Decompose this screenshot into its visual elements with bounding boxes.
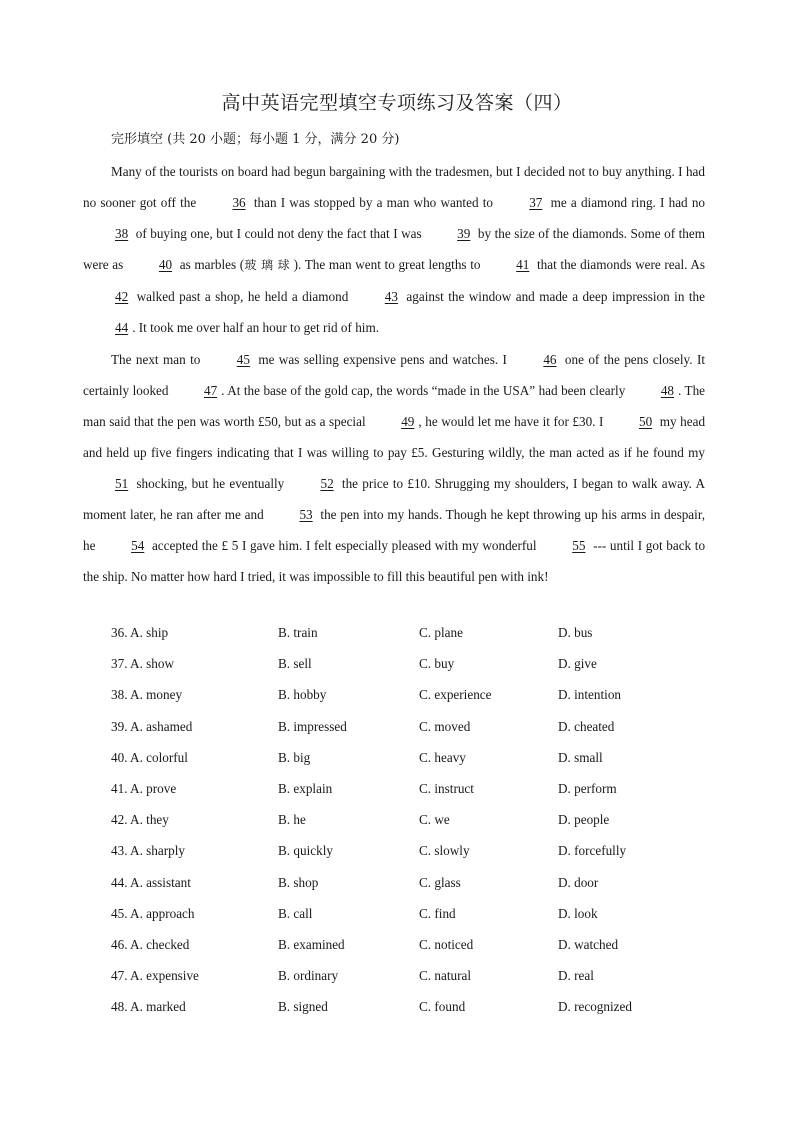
option-c: C. heavy <box>419 749 466 765</box>
option-a: 39. A. ashamed <box>111 718 193 734</box>
option-b: B. ordinary <box>278 968 339 984</box>
passage-text: one of the pens closely. It certainly looked <box>83 351 706 398</box>
blank-42: 42 <box>115 289 129 305</box>
option-b: B. big <box>278 749 311 765</box>
option-c: C. instruct <box>419 780 474 796</box>
option-c: C. buy <box>419 656 455 672</box>
option-row <box>111 648 711 679</box>
option-b: B. he <box>278 812 306 828</box>
option-b: B. explain <box>278 780 333 796</box>
option-b: B. signed <box>278 999 328 1015</box>
option-d: D. real <box>558 968 594 984</box>
option-a: 40. A. colorful <box>111 749 188 765</box>
passage-text: accepted the £ 5 I gave him. I felt especially pleased with my wonderful <box>151 538 537 554</box>
passage-text: my head and held up five fingers indicating that I was willing to pay £5. Gesturing wildly, the man acted as if he found my <box>83 413 706 460</box>
option-d: D. intention <box>558 687 622 703</box>
option-b: B. examined <box>278 936 345 952</box>
chinese-gloss: 玻 璃 球 <box>244 258 290 273</box>
passage-text: walked past a shop, he held a diamond <box>136 289 349 305</box>
option-b: B. shop <box>278 874 319 890</box>
option-c: C. moved <box>419 718 471 734</box>
option-a: 37. A. show <box>111 656 175 672</box>
option-c: C. find <box>419 905 456 921</box>
blank-36: 36 <box>232 195 246 211</box>
option-c: C. slowly <box>419 843 470 859</box>
option-c: C. plane <box>419 625 463 640</box>
passage-text: as marbles ( <box>179 257 245 273</box>
blank-37: 37 <box>529 195 543 211</box>
option-c: C. glass <box>419 874 461 890</box>
option-row <box>111 929 711 960</box>
option-row <box>111 617 711 648</box>
option-a: 45. A. approach <box>111 905 195 921</box>
option-row <box>111 867 711 898</box>
blank-45: 45 <box>236 351 250 367</box>
option-d: D. give <box>558 656 597 672</box>
passage-text: . It took me over half an hour to get rid of him. <box>132 320 380 336</box>
option-d: D. look <box>558 905 598 921</box>
option-a: 41. A. prove <box>111 780 177 796</box>
option-a: 36. A. ship <box>111 625 169 640</box>
blank-48: 48 <box>660 382 674 398</box>
passage-text: of buying one, but I could not deny the fact that I was <box>135 226 422 242</box>
option-c: C. we <box>419 812 450 828</box>
passage-text: shocking, but he eventually <box>136 475 285 491</box>
option-b: B. hobby <box>278 687 327 703</box>
option-d: D. cheated <box>558 718 615 734</box>
blank-55: 55 <box>572 538 586 554</box>
option-b: B. call <box>278 905 313 921</box>
passage-text: than I was stopped by a man who wanted to <box>253 195 493 211</box>
option-a: 42. A. they <box>111 812 169 828</box>
passage-text: that the diamonds were real. As <box>536 257 706 273</box>
passage-text: the price to £10. Shrugging my shoulders, I began to walk away. A moment later, he ran after me and <box>83 475 706 523</box>
passage-paragraph-2 <box>83 344 705 593</box>
option-d: D. bus <box>558 625 593 640</box>
blank-50: 50 <box>639 413 653 429</box>
option-row <box>111 804 711 835</box>
option-c: C. noticed <box>419 936 474 952</box>
passage-text: The next man to <box>111 351 201 367</box>
option-b: B. train <box>278 625 318 640</box>
cloze-passage <box>83 156 705 592</box>
option-row <box>111 773 711 804</box>
passage-text: . The man said that the pen was worth £50, but as a special <box>83 382 706 429</box>
option-row <box>111 742 711 773</box>
passage-text: , he would let me have it for £30. I <box>418 413 604 429</box>
option-c: C. found <box>419 999 466 1015</box>
blank-49: 49 <box>401 413 415 429</box>
option-d: D. recognized <box>558 999 632 1015</box>
option-a: 47. A. expensive <box>111 968 199 984</box>
section-heading: 完形填空 (共 20 小题；每小题 1 分，满分 20 分) <box>111 132 400 147</box>
option-c: C. experience <box>419 687 492 703</box>
option-b: B. impressed <box>278 718 347 734</box>
option-d: D. perform <box>558 780 617 796</box>
option-d: D. watched <box>558 936 619 952</box>
passage-text: --- until I got back to the ship. No matter how hard I tried, it was impossible to fill this beautiful pen with ink! <box>83 538 706 585</box>
option-row <box>111 711 711 742</box>
blank-44: 44 <box>115 320 129 336</box>
option-d: D. forcefully <box>558 843 627 859</box>
blank-38: 38 <box>115 226 129 242</box>
option-row <box>111 991 711 1022</box>
option-row <box>111 679 711 710</box>
passage-text: me a diamond ring. I had no <box>550 195 706 211</box>
blank-51: 51 <box>115 475 129 491</box>
option-a: 44. A. assistant <box>111 874 191 890</box>
option-d: D. people <box>558 812 610 828</box>
blank-39: 39 <box>457 226 471 242</box>
passage-text: me was selling expensive pens and watches. I <box>258 351 507 367</box>
passage-text: by the size of the diamonds. Some of them were as <box>83 226 705 273</box>
passage-text: ). The man went to great lengths to <box>293 257 481 273</box>
option-b: B. sell <box>278 656 312 672</box>
option-d: D. small <box>558 749 603 765</box>
option-a: 38. A. money <box>111 687 183 703</box>
blank-52: 52 <box>320 475 334 491</box>
passage-text: Many of the tourists on board had begun bargaining with the tradesmen, but I decided not to buy anything. I had no sooner got off the <box>83 164 705 211</box>
blank-54: 54 <box>131 538 145 554</box>
option-row <box>111 835 711 866</box>
blank-43: 43 <box>384 289 398 305</box>
page-title: 高中英语完型填空专项练习及答案（四） <box>221 92 573 114</box>
option-a: 46. A. checked <box>111 936 190 952</box>
option-row <box>111 960 711 991</box>
option-c: C. natural <box>419 968 472 984</box>
option-a: 48. A. marked <box>111 999 186 1015</box>
option-b: B. quickly <box>278 843 333 859</box>
option-row <box>111 898 711 929</box>
passage-text: . At the base of the gold cap, the words “made in the USA” had been clearly <box>221 382 626 398</box>
option-a: 43. A. sharply <box>111 843 185 859</box>
blank-46: 46 <box>543 351 557 367</box>
option-d: D. door <box>558 874 599 890</box>
passage-paragraph-1 <box>83 156 705 344</box>
passage-text: against the window and made a deep impression in the <box>406 289 706 305</box>
blank-40: 40 <box>158 257 173 273</box>
blank-47: 47 <box>203 382 218 398</box>
answer-options <box>111 617 711 1022</box>
passage-text: the pen into my hands. Though he kept throwing up his arms in despair, he <box>83 507 705 554</box>
blank-53: 53 <box>299 507 313 523</box>
blank-41: 41 <box>516 257 530 273</box>
